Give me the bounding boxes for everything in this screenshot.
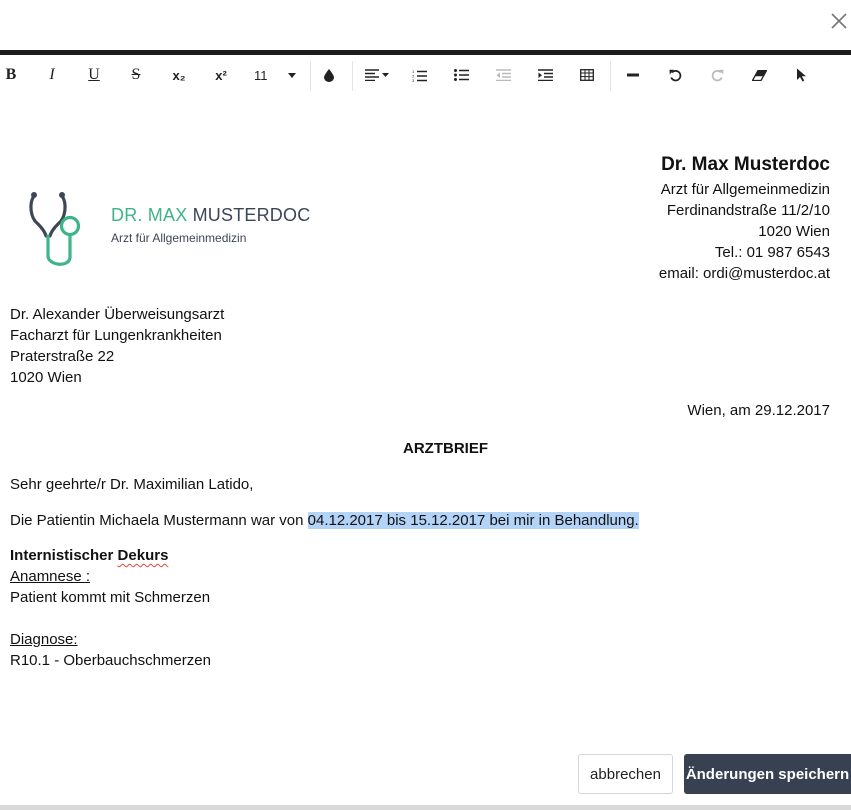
logo-name-dark: MUSTERDOC [192, 205, 311, 225]
ordered-list-icon[interactable] [408, 57, 430, 93]
selected-text: 04.12.2017 bis 15.12.2017 bei mir in Behandlung. [307, 512, 639, 529]
italic-button[interactable]: I [49, 66, 55, 83]
eraser-icon[interactable] [748, 57, 770, 93]
stethoscope-icon [28, 188, 104, 270]
practice-logo [28, 188, 318, 270]
indent-icon[interactable] [534, 57, 556, 93]
intro-text: Die Patientin Michaela Mustermann war von [10, 512, 308, 529]
bold-button[interactable]: B [5, 66, 17, 83]
sender-email: email: ordi@musterdoc.at [658, 265, 830, 282]
letter-date: Wien, am 29.12.2017 [687, 402, 830, 419]
sender-phone: Tel.: 01 987 6543 [714, 244, 830, 261]
align-left-icon [365, 69, 379, 81]
font-size-value: 11 [254, 67, 268, 83]
svg-text:2: 2 [411, 73, 414, 78]
strikethrough-button[interactable]: S [131, 66, 141, 83]
cancel-button[interactable]: abbrechen [578, 754, 673, 794]
spellcheck-word: Dekurs [117, 547, 169, 564]
toolbar-divider [610, 61, 611, 91]
horizontal-rule-icon[interactable] [622, 57, 644, 93]
diagnose-label: Diagnose: [10, 631, 78, 648]
text-color-drop-icon[interactable] [318, 57, 340, 93]
logo-subtitle: Arzt für Allgemeinmedizin [111, 231, 247, 245]
undo-icon[interactable] [664, 57, 686, 93]
recipient-specialty: Facharzt für Lungenkrankheiten [10, 327, 222, 344]
font-size-dropdown[interactable] [250, 57, 302, 93]
logo-title [111, 205, 310, 226]
logo-name-green: DR. MAX [111, 205, 188, 225]
align-dropdown-button[interactable] [360, 57, 394, 93]
bottom-border [0, 805, 851, 810]
outdent-icon[interactable] [492, 57, 514, 93]
sender-street: Ferdinandstraße 11/2/10 [666, 202, 830, 219]
cursor-icon[interactable] [790, 57, 812, 93]
sender-city: 1020 Wien [758, 223, 830, 240]
toolbar-divider [352, 61, 353, 91]
recipient-name: Dr. Alexander Überweisungsarzt [10, 306, 225, 323]
sender-address [659, 153, 830, 284]
subscript-button[interactable]: x₂ [172, 67, 186, 83]
superscript-button[interactable]: x² [215, 67, 227, 83]
close-icon[interactable] [828, 10, 850, 32]
dekurs-section [10, 545, 211, 671]
recipient-address [10, 304, 224, 388]
caret-down-icon [288, 73, 296, 78]
recipient-city: 1020 Wien [10, 369, 82, 386]
svg-text:1: 1 [411, 68, 414, 74]
svg-text:3: 3 [411, 77, 414, 82]
anamnese-label: Anamnese : [10, 568, 91, 585]
empty-line [10, 608, 211, 629]
editor-top-border [0, 50, 851, 55]
section-title [10, 545, 211, 566]
anamnese-text: Patient kommt mit Schmerzen [10, 589, 211, 606]
underline-button[interactable]: U [88, 66, 100, 83]
unordered-list-icon[interactable] [450, 57, 472, 93]
caret-down-icon [382, 73, 389, 77]
intro-paragraph[interactable] [10, 512, 639, 529]
editor-toolbar [0, 57, 851, 93]
sender-name: Dr. Max Musterdoc [661, 154, 830, 175]
diagnose-text: R10.1 - Oberbauchschmerzen [10, 652, 211, 669]
toolbar-divider [310, 61, 311, 91]
table-icon[interactable] [576, 57, 598, 93]
salutation: Sehr geehrte/r Dr. Maximilian Latido, [10, 476, 254, 493]
save-button[interactable]: Änderungen speichern [684, 754, 851, 794]
sender-specialty: Arzt für Allgemeinmedizin [660, 181, 830, 198]
letter-heading: ARZTBRIEF [403, 440, 488, 457]
recipient-street: Praterstraße 22 [10, 348, 115, 365]
section-title-part: Internistischer [10, 547, 118, 564]
redo-icon[interactable] [706, 57, 728, 93]
